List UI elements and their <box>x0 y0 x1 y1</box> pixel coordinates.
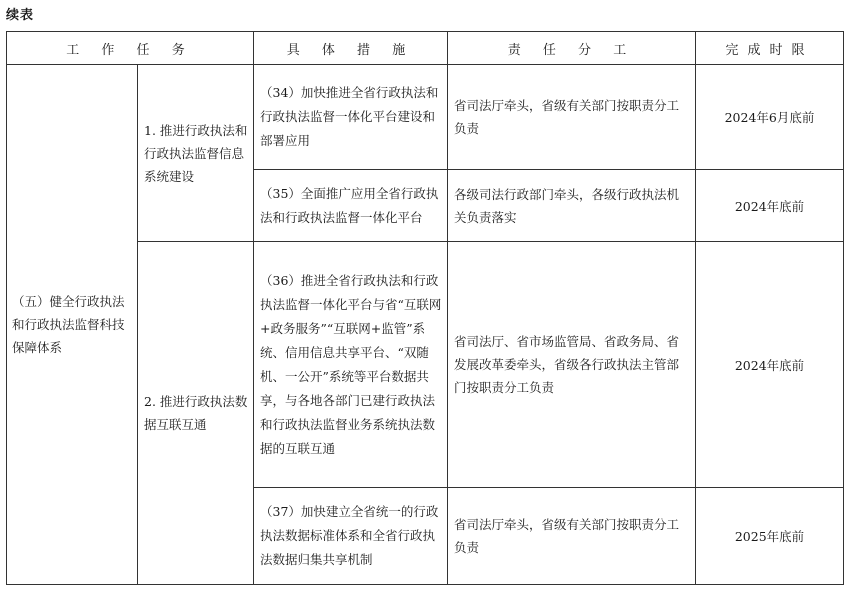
subtask-cell: 1. 推进行政执法和行政执法监督信息系统建设 <box>138 65 254 242</box>
task-table <box>6 31 844 585</box>
measure-cell: （35）全面推广应用全省行政执法和行政执法监督一体化平台 <box>254 170 448 242</box>
table-row <box>7 65 844 170</box>
header-deadline: 完成时限 <box>696 32 844 65</box>
table-caption: 续表 <box>6 8 35 23</box>
measure-cell: （36）推进全省行政执法和行政执法监督一体化平台与省“互联网+政务服务”“互联网+监管”系统、信用信息共享平台、“双随机、一公开”系统等平台数据共享，与各地各部门已建行政执法和行政执法监督业务系统执法数据的互联互通 <box>254 242 448 488</box>
measure-cell: （34）加快推进全省行政执法和行政执法监督一体化平台建设和部署应用 <box>254 65 448 170</box>
deadline-cell: 2024年底前 <box>696 242 844 488</box>
responsibility-cell: 省司法厅牵头，省级有关部门按职责分工负责 <box>448 488 696 585</box>
header-measure: 具 体 措 施 <box>254 32 448 65</box>
header-row <box>7 32 844 65</box>
deadline-cell: 2024年底前 <box>696 170 844 242</box>
task-cell: （五）健全行政执法和行政执法监督科技保障体系 <box>7 65 138 585</box>
subtask-cell: 2. 推进行政执法数据互联互通 <box>138 242 254 585</box>
responsibility-cell: 省司法厅牵头，省级有关部门按职责分工负责 <box>448 65 696 170</box>
responsibility-cell: 各级司法行政部门牵头，各级行政执法机关负责落实 <box>448 170 696 242</box>
responsibility-cell: 省司法厅、省市场监管局、省政务局、省发展改革委牵头，省级各行政执法主管部门按职责分工负责 <box>448 242 696 488</box>
measure-cell: （37）加快建立全省统一的行政执法数据标准体系和全省行政执法数据归集共享机制 <box>254 488 448 585</box>
deadline-cell: 2025年底前 <box>696 488 844 585</box>
deadline-cell: 2024年6月底前 <box>696 65 844 170</box>
header-task: 工 作 任 务 <box>7 32 254 65</box>
header-responsibility: 责 任 分 工 <box>448 32 696 65</box>
